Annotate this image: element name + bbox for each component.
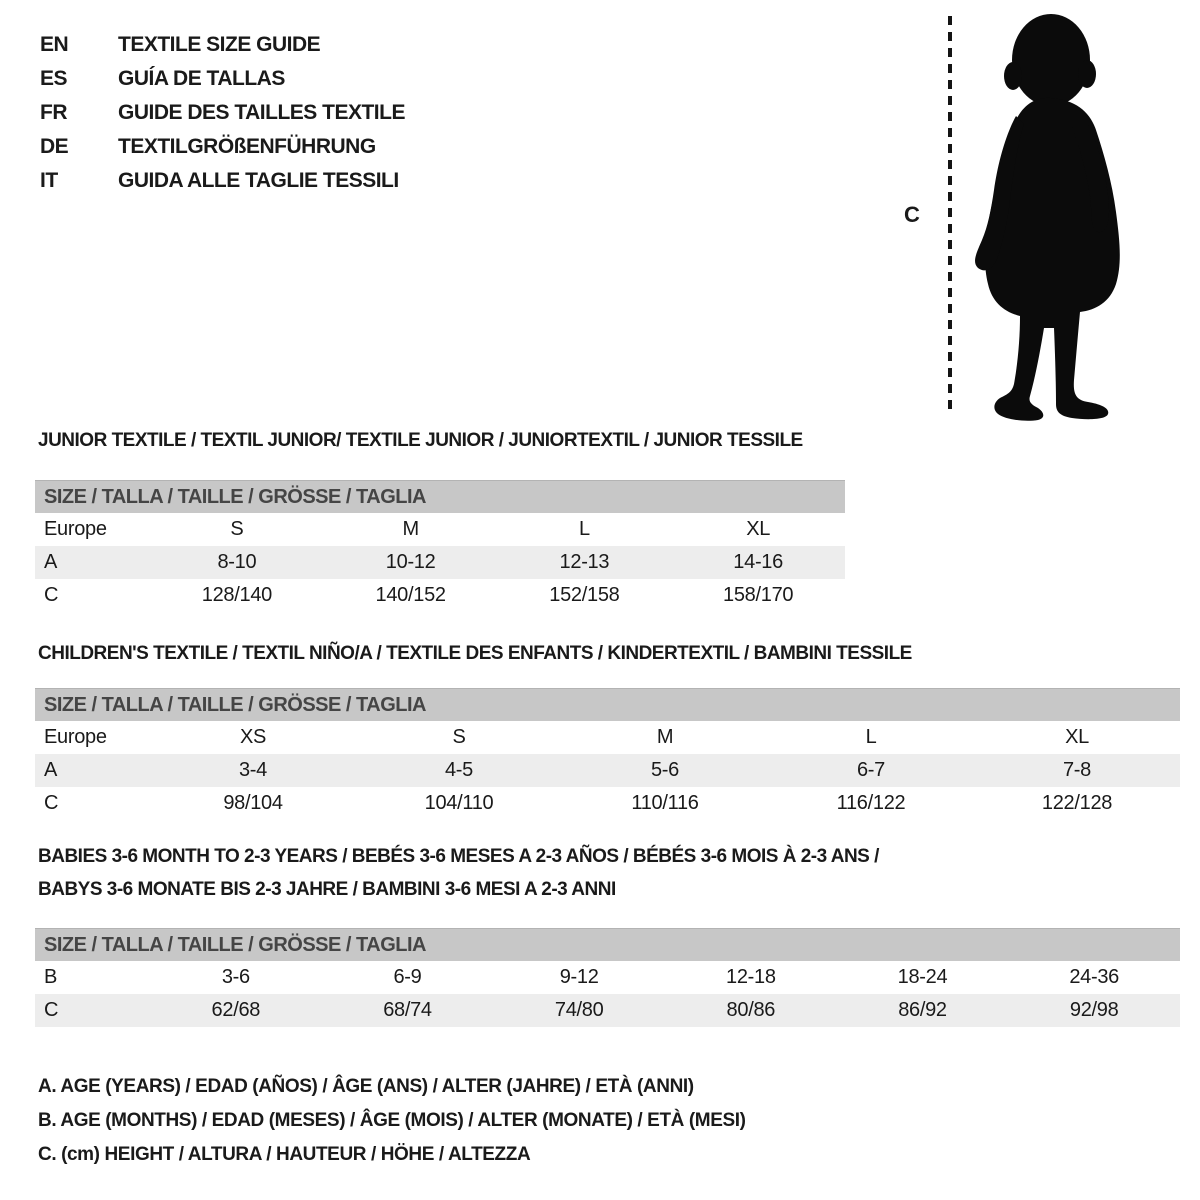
baby-silhouette-icon — [958, 12, 1138, 422]
table-cell: S — [452, 726, 466, 748]
row-label: A — [44, 551, 58, 573]
row-label: B — [44, 966, 58, 988]
table-cell: 110/116 — [631, 792, 699, 814]
table-cell: 3-6 — [221, 966, 250, 988]
row-label: C — [44, 999, 59, 1021]
language-code: IT — [40, 169, 58, 192]
table-cell: 92/98 — [1069, 999, 1119, 1021]
junior-size-table — [35, 480, 845, 612]
table-cell: 104/110 — [424, 792, 494, 814]
row-label: Europe — [44, 726, 107, 748]
table-cell: 122/128 — [1041, 792, 1113, 814]
table-cell: 7-8 — [1062, 759, 1091, 781]
legend-line-c: C. (cm) HEIGHT / ALTURA / HAUTEUR / HÖHE / ALTEZZA — [38, 1144, 531, 1165]
table-cell: 4-5 — [444, 759, 473, 781]
table-cell: 158/170 — [723, 584, 794, 606]
table-cell: 8-10 — [217, 551, 257, 573]
table-cell: 62/68 — [211, 999, 261, 1021]
table-cell: L — [578, 518, 590, 540]
babies-size-table — [35, 928, 1180, 1027]
babies-section-title-line1: BABIES 3-6 MONTH TO 2-3 YEARS / BEBÉS 3-6 MESES A 2-3 AÑOS / BÉBÉS 3-6 MOIS À 2-3 ANS / — [38, 846, 879, 867]
table-cell: 6-9 — [393, 966, 422, 988]
row-label: Europe — [44, 518, 107, 540]
language-code: FR — [40, 101, 67, 124]
table-cell: 10-12 — [385, 551, 436, 573]
table-cell: 80/86 — [726, 999, 776, 1021]
table-cell: S — [230, 518, 244, 540]
size-header-bar: SIZE / TALLA / TAILLE / GRÖSSE / TAGLIA — [35, 480, 845, 513]
language-row — [40, 164, 405, 198]
height-dashed-line — [948, 16, 952, 416]
children-size-table — [35, 688, 1180, 820]
language-code: EN — [40, 33, 69, 56]
table-row-height — [35, 994, 1180, 1027]
table-cell: 5-6 — [650, 759, 679, 781]
language-row — [40, 28, 405, 62]
table-cell: XS — [239, 726, 267, 748]
row-label: A — [44, 759, 58, 781]
table-cell: 12-18 — [726, 966, 776, 988]
height-measure-label: C — [904, 202, 920, 227]
table-row-age-months — [35, 961, 1180, 994]
table-cell: 116/122 — [836, 792, 906, 814]
table-row-age — [35, 754, 1180, 787]
table-cell: 86/92 — [898, 999, 947, 1021]
table-cell: 6-7 — [856, 759, 885, 781]
table-row-europe — [35, 721, 1180, 754]
language-row — [40, 130, 405, 164]
table-cell: 14-16 — [733, 551, 783, 573]
table-cell: L — [865, 726, 877, 748]
table-cell: 140/152 — [375, 584, 446, 606]
table-cell: 128/140 — [201, 584, 272, 606]
language-code: DE — [40, 135, 69, 158]
guide-title: TEXTILGRÖßENFÜHRUNG — [118, 135, 376, 158]
language-row — [40, 62, 405, 96]
table-row-europe — [35, 513, 845, 546]
table-cell: XL — [746, 518, 771, 540]
table-cell: 152/158 — [549, 584, 620, 606]
guide-title: GUIDA ALLE TAGLIE TESSILI — [118, 169, 399, 192]
legend-line-a: A. AGE (YEARS) / EDAD (AÑOS) / ÂGE (ANS) / ALTER (JAHRE) / ETÀ (ANNI) — [38, 1076, 694, 1097]
table-cell: 98/104 — [223, 792, 283, 814]
table-row-age — [35, 546, 845, 579]
table-row-height — [35, 787, 1180, 820]
measure-legend — [38, 1070, 746, 1172]
table-row-height — [35, 579, 845, 612]
language-title-block — [40, 28, 405, 198]
table-cell: 12-13 — [559, 551, 610, 573]
table-cell: 3-4 — [238, 759, 267, 781]
babies-section-title-line2: BABYS 3-6 MONATE BIS 2-3 JAHRE / BAMBINI 3-6 MESI A 2-3 ANNI — [38, 879, 616, 900]
row-label: C — [44, 792, 59, 814]
table-cell: 18-24 — [897, 966, 948, 988]
table-cell: M — [402, 518, 419, 540]
size-header-bar: SIZE / TALLA / TAILLE / GRÖSSE / TAGLIA — [35, 928, 1180, 961]
children-section-title: CHILDREN'S TEXTILE / TEXTIL NIÑO/A / TEXTILE DES ENFANTS / KINDERTEXTIL / BAMBINI TESSILE — [38, 643, 912, 664]
language-code: ES — [40, 67, 68, 90]
guide-title: GUIDE DES TAILLES TEXTILE — [118, 101, 405, 124]
table-cell: 74/80 — [554, 999, 604, 1021]
table-cell: XL — [1065, 726, 1089, 748]
table-cell: 68/74 — [383, 999, 432, 1021]
legend-line-b: B. AGE (MONTHS) / EDAD (MESES) / ÂGE (MOIS) / ALTER (MONATE) / ETÀ (MESI) — [38, 1110, 746, 1131]
table-cell: M — [656, 726, 674, 748]
guide-title: GUÍA DE TALLAS — [118, 67, 285, 90]
table-cell: 9-12 — [559, 966, 599, 988]
table-cell: 24-36 — [1069, 966, 1119, 988]
language-row — [40, 96, 405, 130]
guide-title: TEXTILE SIZE GUIDE — [118, 33, 321, 56]
junior-section-title: JUNIOR TEXTILE / TEXTIL JUNIOR/ TEXTILE JUNIOR / JUNIORTEXTIL / JUNIOR TESSILE — [38, 430, 803, 451]
size-header-bar: SIZE / TALLA / TAILLE / GRÖSSE / TAGLIA — [35, 688, 1180, 721]
row-label: C — [44, 584, 59, 606]
